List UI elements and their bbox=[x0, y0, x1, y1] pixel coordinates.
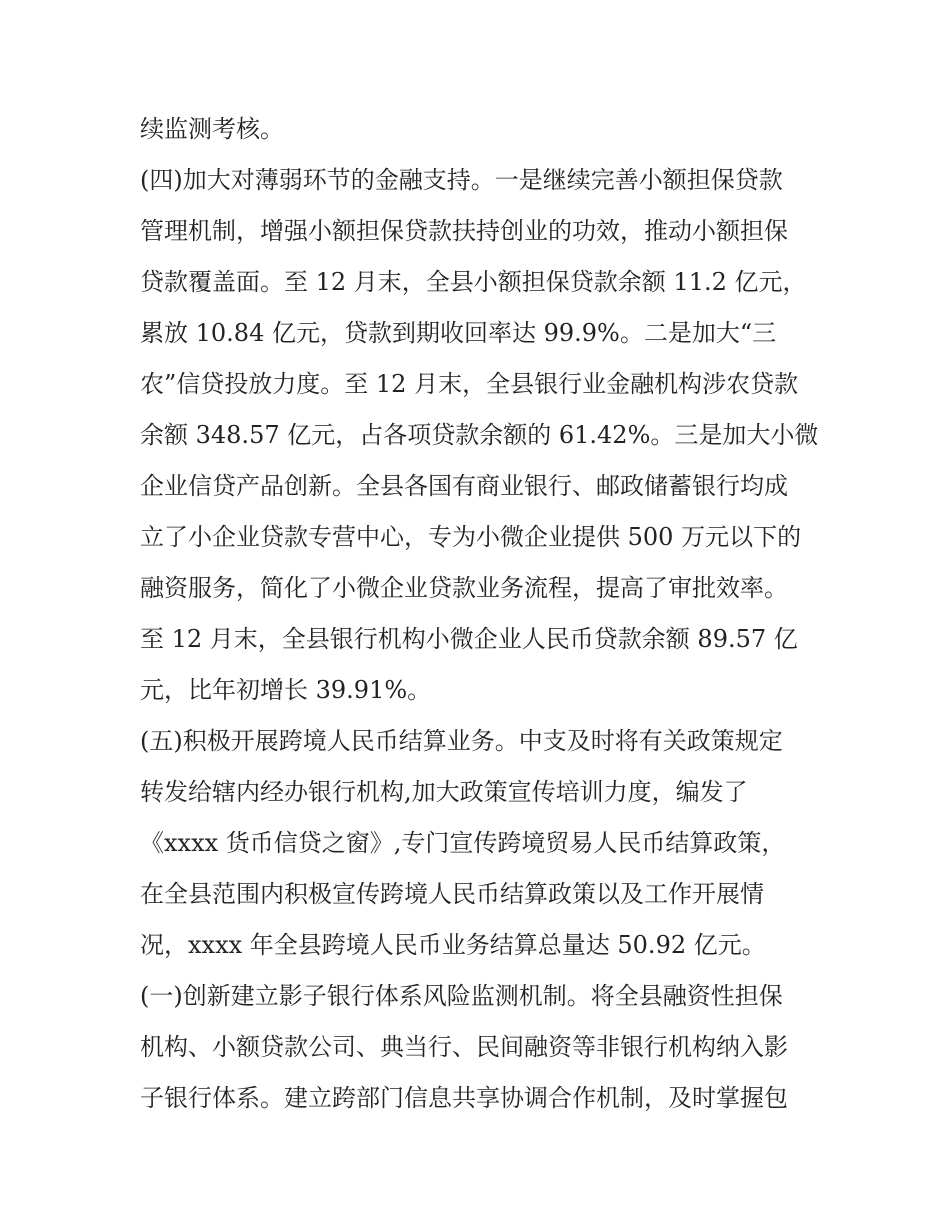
text-line: 累放 10.84 亿元，贷款到期收回率达 99.9%。二是加大“三 bbox=[140, 319, 777, 347]
text-line: 农”信贷投放力度。至 12 月末，全县银行业金融机构涉农贷款 bbox=[140, 370, 799, 398]
text-line: 融资服务，简化了小微企业贷款业务流程，提高了审批效率。 bbox=[140, 574, 788, 602]
text-line: 管理机制，增强小额担保贷款扶持创业的功效，推动小额担保 bbox=[140, 217, 788, 245]
text-line: 《xxxx 货币信贷之窗》,专门宣传跨境贸易人民币结算政策， bbox=[140, 829, 786, 857]
text-line: 贷款覆盖面。至 12 月末，全县小额担保贷款余额 11.2 亿元， bbox=[140, 268, 807, 296]
document-body bbox=[140, 104, 830, 1124]
text-line: 余额 348.57 亿元，占各项贷款余额的 61.42%。三是加大小微 bbox=[140, 421, 819, 449]
text-line: 机构、小额贷款公司、典当行、民间融资等非银行机构纳入影 bbox=[140, 1033, 788, 1061]
text-line: 在全县范围内积极宣传跨境人民币结算政策以及工作开展情 bbox=[140, 880, 764, 908]
text-line: 况，xxxx 年全县跨境人民币业务结算总量达 50.92 亿元。 bbox=[140, 931, 766, 959]
text-line: 续监测考核。 bbox=[140, 115, 284, 143]
text-line: (四)加大对薄弱环节的金融支持。一是继续完善小额担保贷款 bbox=[140, 166, 783, 194]
text-line: 企业信贷产品创新。全县各国有商业银行、邮政储蓄银行均成 bbox=[140, 472, 788, 500]
text-line: (一)创新建立影子银行体系风险监测机制。将全县融资性担保 bbox=[140, 982, 783, 1010]
text-line: (五)积极开展跨境人民币结算业务。中支及时将有关政策规定 bbox=[140, 727, 783, 755]
text-line: 转发给辖内经办银行机构,加大政策宣传培训力度，编发了 bbox=[140, 778, 748, 806]
text-line: 立了小企业贷款专营中心，专为小微企业提供 500 万元以下的 bbox=[140, 523, 802, 551]
text-line: 至 12 月末，全县银行机构小微企业人民币贷款余额 89.57 亿 bbox=[140, 625, 798, 653]
text-line: 元，比年初增长 39.91%。 bbox=[140, 676, 432, 704]
text-line: 子银行体系。建立跨部门信息共享协调合作机制，及时掌握包 bbox=[140, 1084, 788, 1112]
